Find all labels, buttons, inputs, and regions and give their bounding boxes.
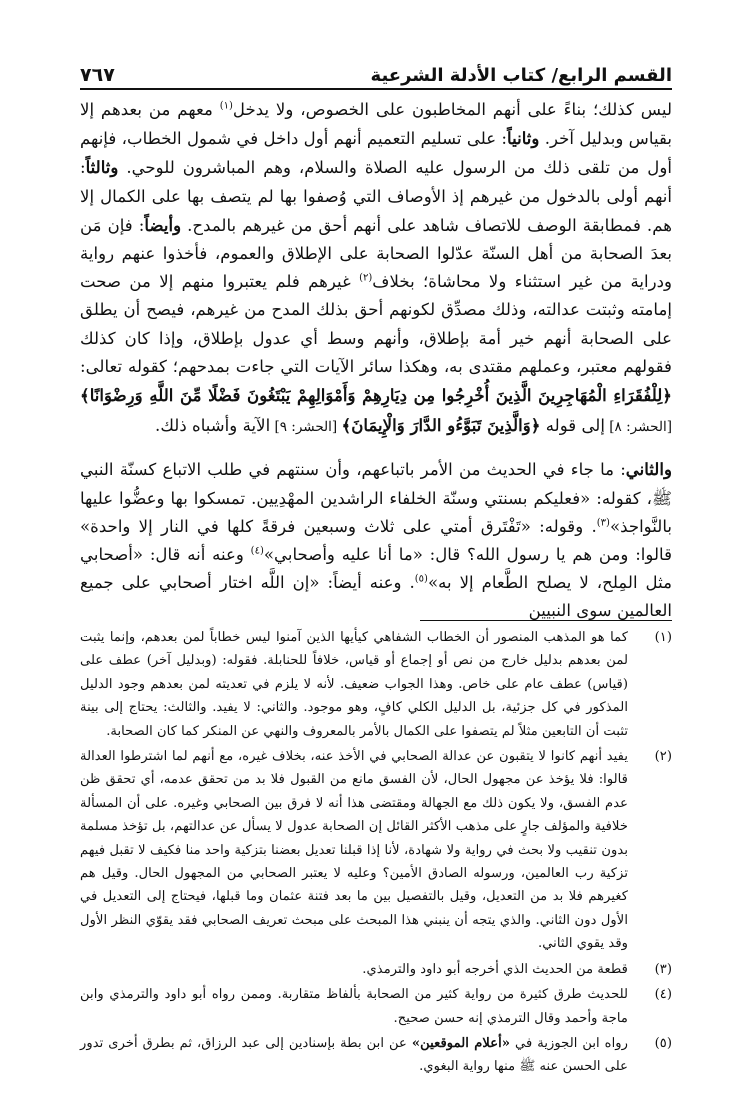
point-marker-second: وثانياً — [507, 128, 540, 149]
text-run: غيرهم فلم يعتبروا منهم إلا من صحت إمامته وثبتت عدالته، وذلك مصدِّق لكونهم أحق بذلك المدح من غيرهم، فيصح أن يطلق على الصحابة أنهم خير أمة بإطلاق، وأنهم وسط أي عدول بإطلاق، وإذا كان كذلك فقولهم معتبر، وعملهم مقتدى به، وهكذا سائر الآيات التي جاءت بمدحهم؛ كقوله تعالى: — [80, 272, 672, 376]
text-run: : ما جاء في الحديث من الأمر باتباعهم، وأن سنتهم في طلب الاتباع كسنّة النبي ﷺ، كقوله: «فعليكم بسنتي وسنّة الخلفاء الراشدين المهْدِيين. تمسكوا بها وعضُّوا عليها بالنَّواجذ» — [80, 460, 672, 536]
main-text — [80, 96, 672, 626]
quran-verse: ﴿وَالَّذِينَ تَبَوَّءُو الدَّارَ وَالْإِيمَانَ﴾ — [341, 415, 541, 436]
footnote-text: قطعة من الحديث الذي أخرجه أبو داود والترمذي. — [362, 961, 628, 977]
text-run: معهم من بعدهم إلا بقياس وبدليل آخر. — [80, 100, 672, 149]
text-run: الآية وأشباه ذلك. — [155, 416, 271, 436]
footnote-1 — [80, 626, 672, 743]
footnote-text — [80, 1032, 628, 1079]
footnote-number: (١) — [654, 630, 672, 645]
footnote-2 — [80, 745, 672, 956]
footnote-5 — [80, 1032, 672, 1079]
text-run: ليس كذلك؛ بناءً على أنهم المخاطبون على الخصوص، ولا يدخل — [232, 100, 672, 119]
text-run: إلى قوله — [540, 416, 605, 436]
text-run: . وعنه أيضاً: «إن اللَّه اختار أصحابي على جميع العالمين سوى النبيين — [80, 573, 672, 621]
footnote-3 — [80, 958, 672, 981]
footnote-ref-1[interactable]: (١) — [219, 100, 233, 112]
text-run: : أنهم أولى بالدخول من غيرهم إذ الأوصاف التي وُصفوا بها لم يتصف بها على الكمال إلا هم. فمطابقة الوصف للاتصاف شاهد على أنهم أحق من غيرهم بالمدح. — [80, 158, 672, 235]
verse-reference: [الحشر: ٨] — [604, 419, 672, 436]
footnote-text: كما هو المذهب المنصور أن الخطاب الشفاهي كيأيها الذين آمنوا ليس خطاباً لمن بعدهم، وإنما يثبت لمن بعدهم بدليل خارج من نص أو إجماع أو قياس، خلافاً للحنابلة. فقوله: (وبدليل آخر) عطف على (قياس) عطف عام على خاص. وهذا الجواب ضعيف. لأنه لا يلزم في تعديته لمن بعدهم وجود الدليل المذكور في كل جزئية، بل الدليل الكلي كافٍ، وهو موجود. والثاني: لا يفيد. والثالث: يحتاج إلى بينة تثبت أن التابعين مثلاً لم يتصفوا على الكمال بالأمر بالمعروف والنهي عن المنكر كما كان الصحابة. — [80, 630, 628, 739]
footnote-number: (٤) — [654, 987, 672, 1003]
footnotes — [80, 626, 672, 1079]
verse-reference: [الحشر: ٩] — [270, 419, 342, 436]
footnote-4 — [80, 983, 672, 1030]
paragraph-second — [80, 455, 672, 625]
book-title: «أعلام الموقعين» — [411, 1035, 511, 1051]
text-run: : على تسليم التعميم أنهم أول داخل في شمول الخطاب، فإنهم أول من تلقى ذلك من الرسول عليه الصلاة والسلام، وهم المباشرون للوحي. — [80, 129, 672, 178]
footnote-ref-2[interactable]: (٢) — [359, 272, 373, 284]
footnote-number: (٥) — [654, 1035, 672, 1051]
footnote-text-run: رواه ابن الجوزية في — [510, 1035, 628, 1051]
paragraph-first — [80, 96, 672, 441]
quran-verse: ﴿لِلْفُقَرَاءِ الْمُهَاجِرِينَ الَّذِينَ أُخْرِجُوا مِن دِيَارِهِمْ وَأَمْوَالِهِمْ يَبْتَغُونَ فَضْلًا مِّنَ اللَّهِ وَرِضْوَانًا﴾ — [80, 385, 672, 406]
footnote-text: للحديث طرق كثيرة من رواية كثير من الصحابة بألفاظ متقاربة. وممن رواه أبو داود والترمذي وابن ماجة وأحمد وقال الترمذي إنه حسن صحيح. — [80, 987, 628, 1026]
page-header — [80, 50, 672, 90]
text-run: . وقوله: «تَفْتَرق أمتي على ثلاث وسبعين فرقةً كلها في النار إلا واحدة» قالوا: ومن هم يا رسول الله؟ قال: «ما أنا عليه وأصحابي» — [80, 516, 673, 565]
footnote-separator — [420, 620, 672, 621]
footnote-ref-3[interactable]: (٣) — [596, 517, 610, 529]
footnote-ref-5[interactable]: (٥) — [414, 573, 428, 585]
footnote-text-run: عن ابن بطة بإسنادين إلى عبد الرزاق، ثم بطرق أخرى تدور على الحسن عنه ﷺ منها رواية البغوي. — [80, 1035, 628, 1075]
footnote-ref-4[interactable]: (٤) — [250, 545, 264, 557]
footnote-number: (٢) — [654, 749, 672, 765]
point-marker-third: وثالثاً — [85, 157, 119, 178]
footnote-text: يفيد أنهم كانوا لا يتقبون عن عدالة الصحابي في الأخذ عنه، بخلاف غيره، مع أنهم لما اشترطوا العدالة قالوا: فلا يؤخذ عن مجهول الحال، لأن الفسق مانع من القبول فلا بد من تحقق عدمه، أي تحقق ظن عدم الفسق، ولا يكون ذلك مع الجهالة ومقتضى هذا أنه لا فرق بين الصحابي وغيره. على أن المسألة خلافية والمؤلف جارٍ على مذهب الأكثر القائل إن الصحابة عدول لا يسأل عن عدالتهم، بل تؤخذ مسلمة بدون تنقيب ولا بحث في رواية ولا شهادة، لأنا إذا قبلنا تعديل بعضنا بتزكية واحد منا فكيف لا تقبل فيهم تزكية رب العالمين، ورسوله الصادق الأمين؟ وعليه لا يعتبر الصحابي من المجهول الحال. وقيل هم كغيرهم فلا بد من التعديل، وقيل بالتفصيل بين ما بعد فتنة عثمان وما قبلها، فيحتاج إلى التعديل في الأول دون الثاني. والذي يتجه أن ينبني هذا المبحث على مبحث تعريف الصحابي فقد يقوّي النظر الأول وقد يقوي الثاني. — [80, 749, 628, 952]
page-number: ٧٦٧ — [80, 64, 115, 86]
section-marker-second: والثاني — [625, 459, 672, 480]
running-head: القسم الرابع/ كتاب الأدلة الشرعية — [370, 65, 672, 86]
point-marker-also: وأيضاً — [144, 214, 182, 235]
footnote-number: (٣) — [654, 961, 672, 977]
text-run: وعنه أنه قال: «أصحابي مثل المِلح، لا يصلح الطَّعام إلا به» — [80, 545, 672, 593]
text-run: : فإن مَن بعدَ الصحابة من أهل السنّة عدّلوا الصحابة على الإطلاق والعموم، فأخذوا عنهم رواية ودراية من غير استثناء ولا محاشاة؛ بخلاف — [80, 215, 672, 292]
